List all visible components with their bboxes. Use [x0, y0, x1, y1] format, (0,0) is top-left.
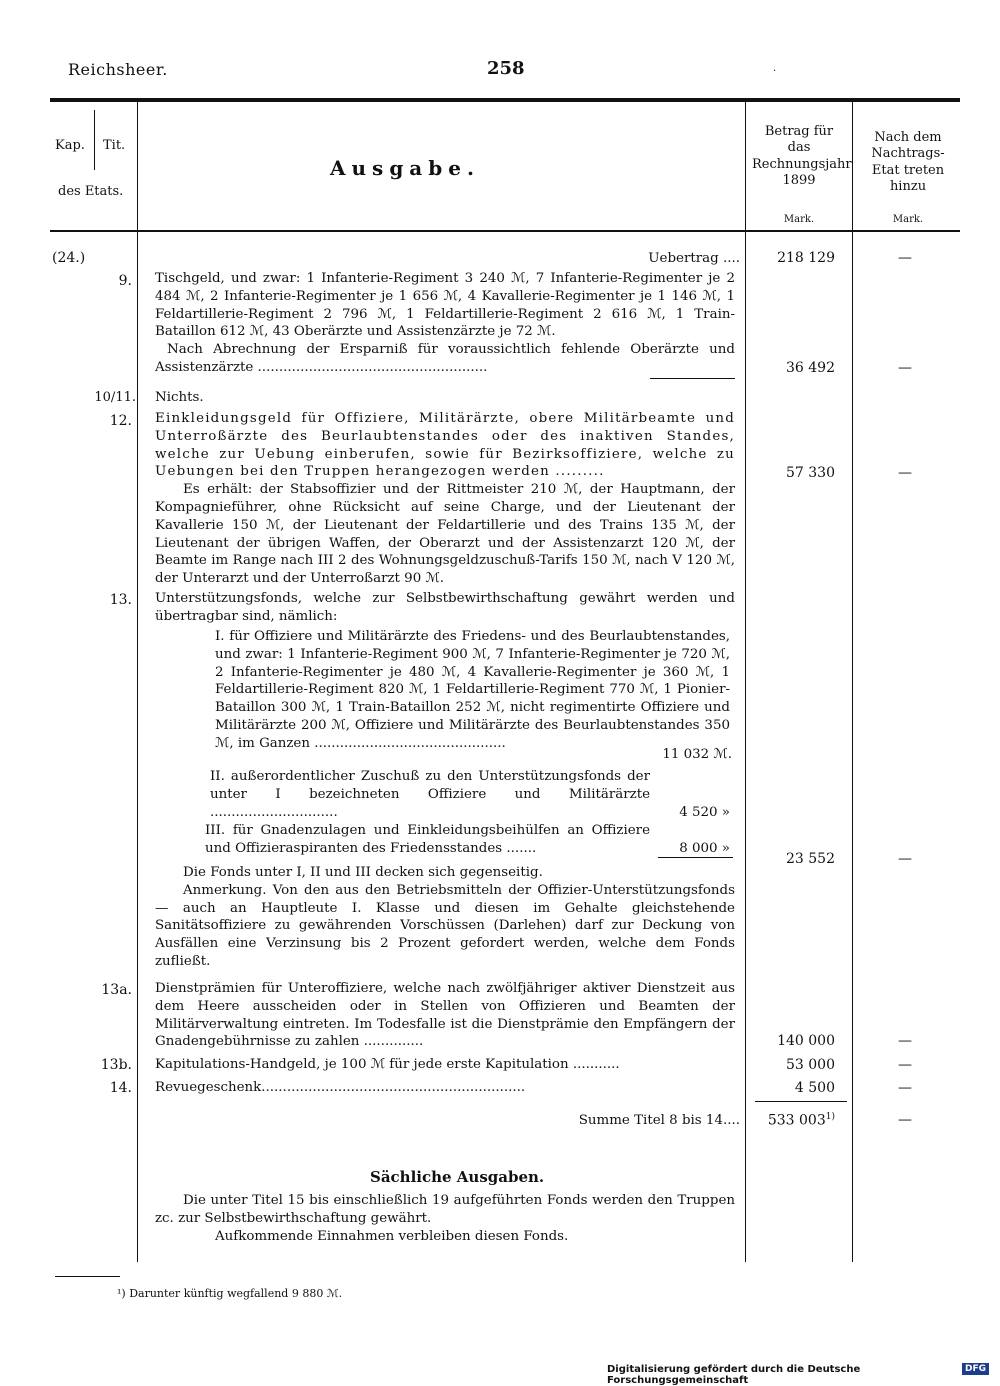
saechlich-p1: Die unter Titel 15 bis einschließlich 19 aufgeführten Fonds werden den Truppen zc. zur Selbstbewirthschaftung gewährt.	[155, 1193, 735, 1226]
uebertrag-label: Uebertrag ....	[648, 251, 740, 266]
summe-label: Summe Titel 8 bis 14....	[578, 1113, 740, 1128]
kap-tit-divider	[94, 110, 95, 170]
dfg-logo: DFG	[962, 1363, 989, 1375]
tit-13-amount: 23 552	[786, 851, 835, 867]
tit-12-extra: —	[898, 465, 912, 481]
tit-13a-text: Dienstprämien für Unteroffiziere, welche nach zwölfjähriger aktiver Dienstzeit aus dem Heere ausscheiden oder in Stellen von Offizieren und Beamten der Militärverwaltung eintreten. Im Todesfalle ist die Dienstprämie den Empfängern der Gnadengebührnisse zu zahlen ..............	[155, 981, 735, 1050]
tit-13b: 13b.	[100, 1057, 132, 1073]
header-bottom-rule	[50, 230, 960, 232]
tit-13-note1: Die Fonds unter I, II und III decken sich gegenseitig.	[183, 865, 543, 880]
speck: ·	[773, 66, 777, 77]
tit-13-sub-2-value: 4 520 »	[679, 805, 730, 820]
tit-column-rule	[137, 102, 138, 1262]
tit-14: 14.	[109, 1080, 132, 1096]
tit-13a: 13a.	[101, 982, 132, 998]
footnote-rule	[55, 1276, 120, 1277]
tit-9-underline	[650, 378, 735, 379]
tit-13-note2: Anmerkung. Von den aus den Betriebsmitteln der Offizier-Unterstützungsfonds — auch an Hauptleute I. Klasse und diesen im Gehalte gleichstehende Sanitätsoffiziere zu gewährenden Vorschüssen (Darlehen) darf zur Deckung von Ausfällen eine Verzinsung bis 2 Prozent gefordert werden, welche dem Fonds zufließt.	[155, 882, 735, 969]
uebertrag-amount: 218 129	[777, 250, 835, 266]
tit-13-sub-1-text: I. für Offiziere und Militärärzte des Friedens- und des Beurlaubtenstandes, und zwar: 1 Infanterie-Regiment 900 ℳ, 7 Infanterie-Regimenter je 720 ℳ, 2 Infanterie-Regimenter je 480 ℳ, 4 Kavallerie-Regimenter je 360 ℳ, 1 Feldartillerie-Regiment 820 ℳ, 1 Feldartillerie-Regiment 770 ℳ, 1 Pionier-Bataillon 300 ℳ, 1 Train-Bataillon 252 ℳ, nicht regimentirte Offiziere und Militärärzte 200 ℳ, Offiziere und Militärärzte des Beurlaubtenstandes 350 ℳ, im Ganzen .............................................	[215, 629, 730, 751]
digitization-credit: Digitalisierung gefördert durch die Deutsche Forschungsgemeinschaft	[607, 1364, 861, 1386]
tit-13a-amount: 140 000	[777, 1033, 835, 1049]
tit-13-notes	[155, 864, 735, 971]
col-betrag: Betrag für das Rechnungsjahr 1899	[752, 124, 852, 188]
tit-9-extra: —	[898, 360, 912, 376]
tit-12-main: Einkleidungsgeld für Offiziere, Militärärzte, obere Militärbeamte und Unterroßärzte des Beurlaubtenstandes oder des inaktiven Standes, welche zur Uebung einberufen, sowie für Bezirksoffiziere, welche zu Uebungen bei den Truppen herangezogen werden .........	[155, 411, 735, 480]
tit-13-sub-3: III. für Gnadenzulagen und Einkleidungsbeihülfen an Offiziere und Offizieraspiranten des Friedensstandes .......	[205, 823, 650, 856]
tit-13b-text: Kapitulations-Handgeld, je 100 ℳ für jede erste Kapitulation ...........	[155, 1057, 620, 1072]
col-tit: Tit.	[103, 138, 126, 153]
summe-extra: —	[898, 1112, 912, 1128]
tit-9-text	[155, 270, 735, 377]
col-nachtrag-unit: Mark.	[892, 214, 924, 225]
kap-value: (24.)	[52, 250, 86, 266]
tit-13-sub-1	[215, 628, 730, 753]
nachtrag-column-rule	[852, 102, 853, 1262]
tit-9-amount: 36 492	[786, 360, 835, 376]
tit-13-main: Unterstützungsfonds, welche zur Selbstbewirthschaftung gewährt werden und übertragbar sind, nämlich:	[155, 591, 735, 624]
tit-12-text	[155, 410, 735, 588]
tit-13-sub-2: II. außerordentlicher Zuschuß zu den Unterstützungsfonds der unter I bezeichneten Offiziere und Militärärzte ..............................	[210, 769, 650, 820]
col-betrag-unit: Mark.	[783, 214, 815, 225]
betrag-column-rule	[745, 102, 746, 1262]
tit-13b-extra: —	[898, 1057, 912, 1073]
tit-14-amount: 4 500	[794, 1080, 835, 1096]
tit-10-11-text: Nichts.	[155, 390, 204, 405]
top-rule	[50, 98, 960, 102]
saechlich-p2: Aufkommende Einnahmen verbleiben diesen Fonds.	[215, 1228, 569, 1244]
tit-13: 13.	[109, 592, 132, 608]
tit-10-11: 10/11.	[94, 390, 136, 405]
tit-9: 9.	[118, 273, 132, 289]
tit-12-note: Es erhält: der Stabsoffizier und der Rittmeister 210 ℳ, der Hauptmann, der Kompagnieführer, ohne Rücksicht auf seine Charge, und der Lieutenant der Kavallerie 150 ℳ, der Lieutenant der Feldartillerie und des Trains 135 ℳ, der Lieutenant der übrigen Waffen, der Oberarzt und der Assistenzarzt 120 ℳ, der Beamte im Range nach III 2 des Wohnungsgeldzuschuß-Tarifs 150 ℳ, nach V 120 ℳ, der Unterarzt und der Unterroßarzt 90 ℳ.	[155, 482, 735, 587]
saechlich-text	[155, 1192, 735, 1245]
tit-13-extra: —	[898, 851, 912, 867]
summe-amount-value: 533 003	[767, 1112, 826, 1129]
tit-9-note: Nach Abrechnung der Ersparniß für voraussichtlich fehlende Oberärzte und Assistenzärzte ......................................................	[155, 342, 735, 375]
col-des-etats: des Etats.	[58, 184, 124, 199]
uebertrag-extra: —	[898, 250, 912, 266]
tit-13-sub-3-value: 8 000 »	[679, 841, 730, 856]
footnote: ¹) Darunter künftig wegfallend 9 880 ℳ.	[117, 1287, 343, 1300]
section-title-saechlich: Sächliche Ausgaben.	[370, 1168, 545, 1186]
summe-footnote-mark: 1)	[825, 1112, 835, 1122]
col-kap: Kap.	[55, 138, 85, 153]
tit-13b-amount: 53 000	[786, 1057, 835, 1073]
tit-14-extra: —	[898, 1080, 912, 1096]
tit-9-main: Tischgeld, und zwar: 1 Infanterie-Regiment 3 240 ℳ, 7 Infanterie-Regimenter je 2 484 ℳ, 2 Infanterie-Regimenter je 1 656 ℳ, 4 Kavallerie-Regimenter je 1 146 ℳ, 1 Feldartillerie-Regiment 2 796 ℳ, 1 Feldartillerie-Regiment 2 616 ℳ, 1 Train-Bataillon 612 ℳ, 43 Oberärzte und Assistenzärzte je 72 ℳ.	[155, 271, 735, 340]
tit-12-amount: 57 330	[786, 465, 835, 481]
tit-12: 12.	[109, 413, 132, 429]
col-nachtrag: Nach dem Nachtrags-Etat treten hinzu	[871, 130, 945, 194]
tit-13-sub-1-value: 11 032 ℳ.	[662, 747, 732, 762]
page-number: 258	[487, 58, 525, 79]
summe-rule	[755, 1101, 847, 1102]
tit-14-text: Revuegeschenk..............................................................	[155, 1080, 526, 1095]
column-title-ausgabe: Ausgabe.	[330, 156, 480, 180]
tit-13-sub-underline	[658, 857, 733, 858]
summe-amount	[755, 1112, 835, 1129]
tit-13a-extra: —	[898, 1033, 912, 1049]
running-head: Reichsheer.	[68, 60, 168, 79]
